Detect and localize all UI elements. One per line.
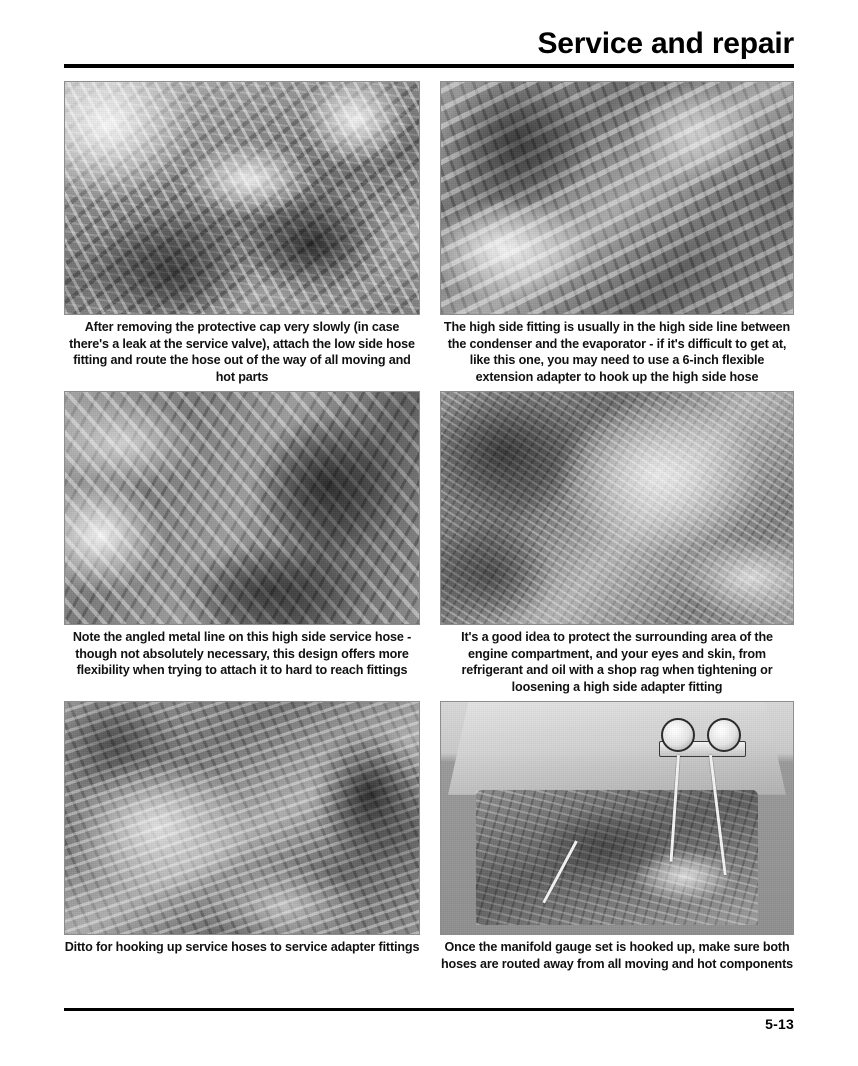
figure-1-photo [64,81,420,315]
manifold-gauge-set-engine-bay-image [441,702,793,934]
figure-1-caption: After removing the protective cap very slowly (in case there's a leak at the service valve), attach the low side hose fitting and route the hose out of the way of all moving and hot parts [69,320,415,384]
angled-metal-line-service-hose-image [65,392,419,624]
low-side-gauge-dial [661,718,695,752]
figure-5-caption: Ditto for hooking up service hoses to service adapter fittings [64,940,420,954]
figure-1 [64,81,420,384]
shop-rag-adapter-fitting-image [441,392,793,624]
figure-2-caption: The high side fitting is usually in the high side line between the condenser and the evaporator - if it's difficult to get at, like this one, you may need to use a 6-inch flexible extension adapter to hook up the high side hose [443,320,791,384]
figure-6-caption: Once the manifold gauge set is hooked up, make sure both hoses are routed away from all moving and hot components [441,940,793,971]
high-side-gauge-dial [707,718,741,752]
footer-divider-rule [64,1008,794,1011]
figure-4-photo [440,391,794,625]
high-side-fitting-image [441,82,793,314]
figure-2-photo [440,81,794,315]
figure-6-photo [440,701,794,935]
figure-4 [440,391,794,694]
page-title: Service and repair [537,27,794,60]
figure-3 [64,391,420,691]
engine-bay-low-side-service-fitting-image [65,82,419,314]
figure-5 [64,701,420,1001]
figure-5-photo [64,701,420,935]
figure-4-caption: It's a good idea to protect the surrounding area of the engine compartment, and your eyes and skin, from refrigerant and oil with a shop rag when tightening or loosening a high side adapter fitting [461,630,773,694]
figure-3-photo [64,391,420,625]
service-hose-adapter-fitting-image [65,702,419,934]
figure-6 [440,701,794,1001]
figure-2 [440,81,794,384]
figure-3-caption: Note the angled metal line on this high side service hose - though not absolutely necessary, this design offers more flexibility when trying to attach it to hard to reach fittings [72,630,412,678]
page-number: 5-13 [765,1016,794,1032]
